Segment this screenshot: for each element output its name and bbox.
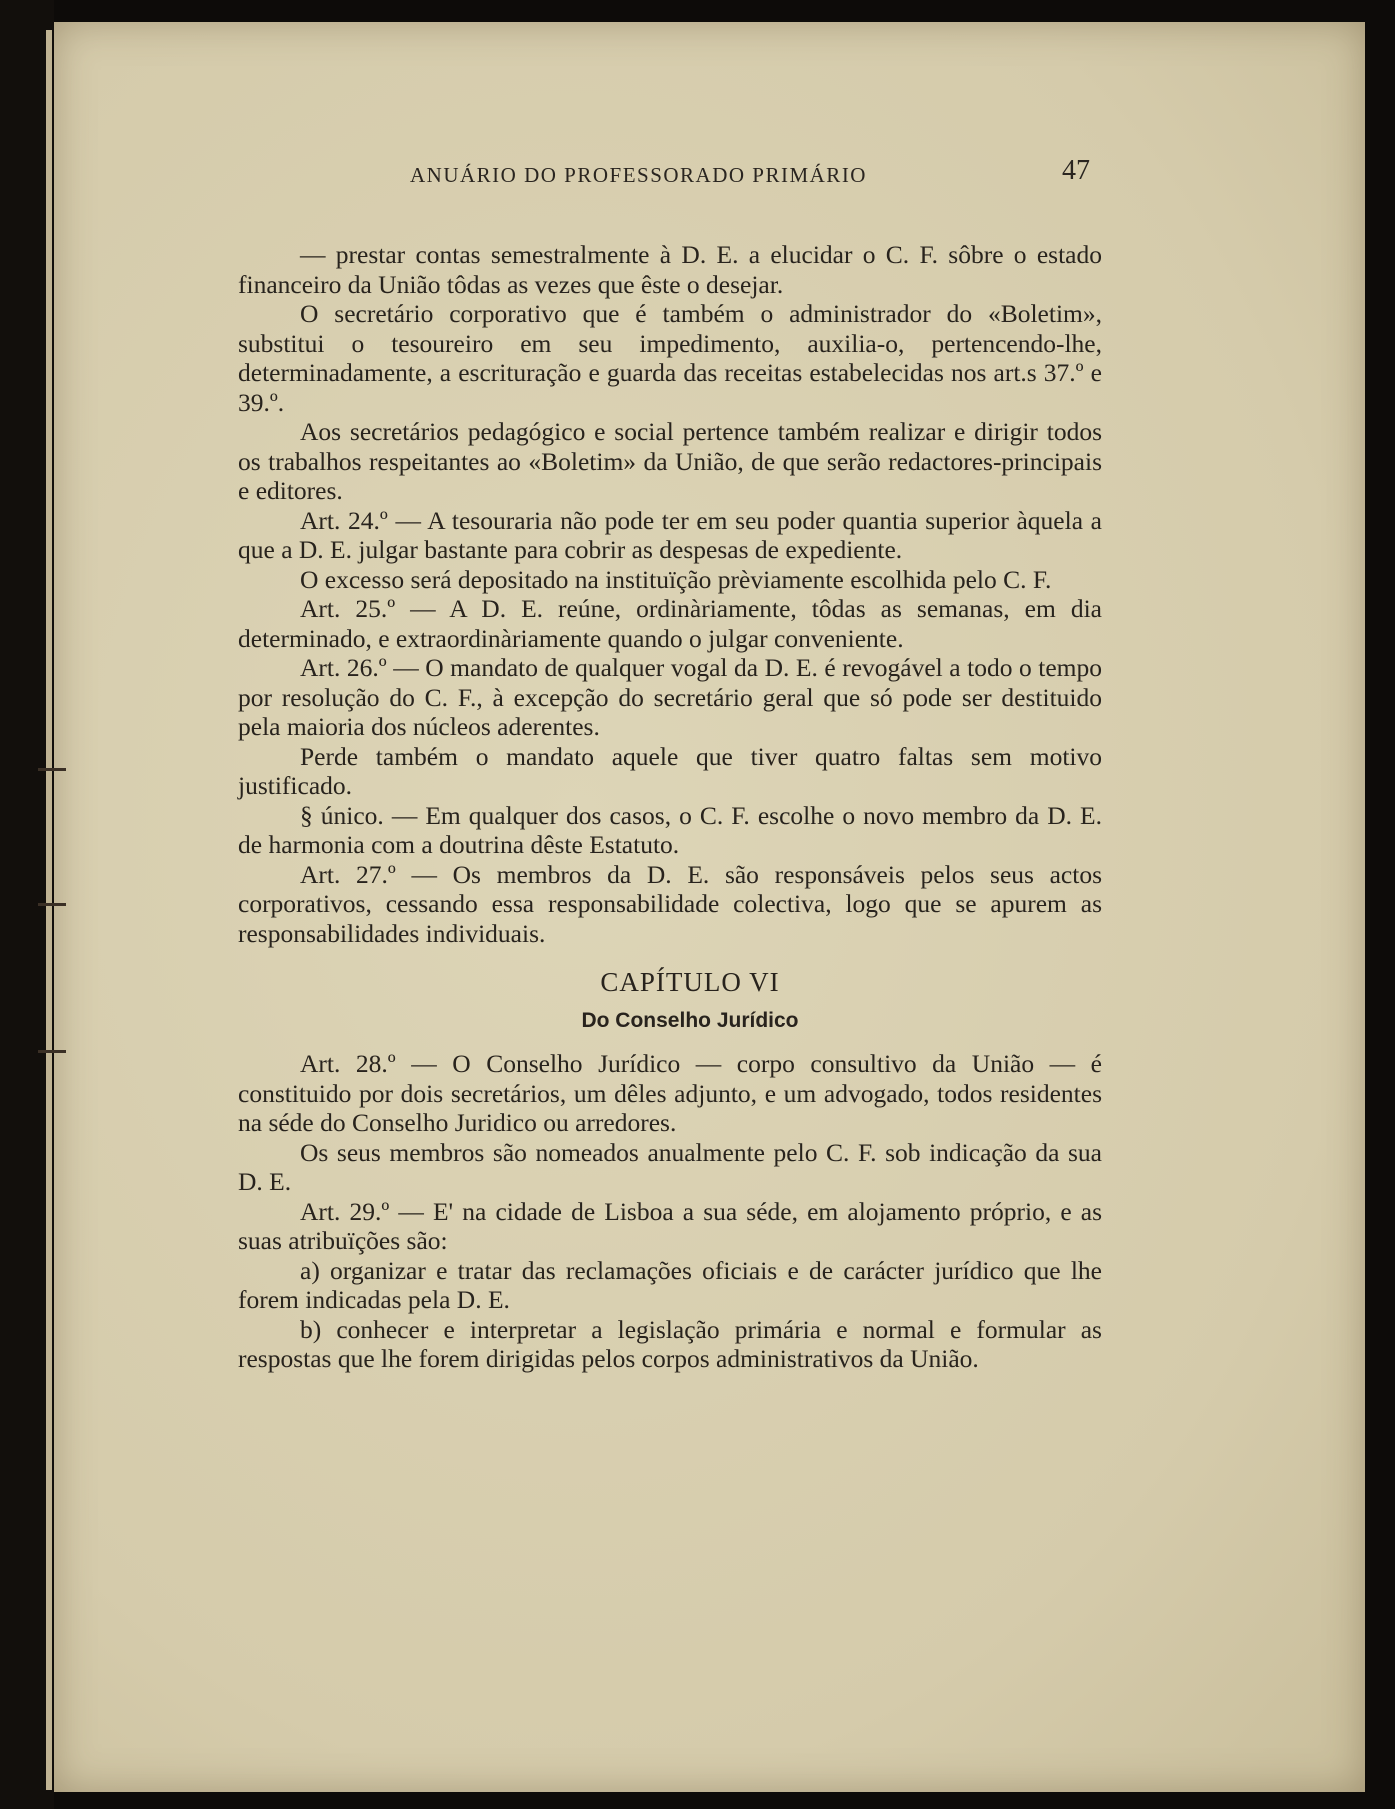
binding-mark (38, 1050, 66, 1053)
page-number: 47 (1062, 155, 1090, 186)
paragraph: Art. 25.º — A D. E. reúne, ordinàriamente, tôdas as semanas, em dia determinado, e extraordinàriamente quando o julgar conveniente. (238, 594, 1102, 653)
body-text (238, 240, 1102, 1374)
paragraph: a) organizar e tratar das reclamações oficiais e de carácter jurídico que lhe forem indicadas pela D. E. (238, 1255, 1102, 1314)
paragraph: O secretário corporativo que é também o administrador do «Boletim», substitui o tesoureiro em seu impedimento, auxilia-o, pertencendo-lhe, determinadamente, a escrituração e guarda das receitas estabelecidas nos art.s 37.º e 39.º. (238, 299, 1102, 417)
chapter-title: CAPÍTULO VI (600, 967, 780, 997)
paragraph: b) conhecer e interpretar a legislação primária e normal e formular as respostas que lhe forem dirigidas pelos corpos administrativos da União. (238, 1314, 1102, 1373)
section-title: Do Conselho Jurídico (581, 1008, 799, 1032)
paragraph: Art. 29.º — E' na cidade de Lisboa a sua séde, em alojamento próprio, e as suas atribuïções são: (238, 1196, 1102, 1255)
binding-mark (38, 768, 66, 771)
binding-edge (46, 30, 52, 1790)
paragraph: Art. 26.º — O mandato de qualquer vogal da D. E. é revogável a todo o tempo por resolução do C. F., à excepção do secretário geral que só pode ser destituido pela maioria dos núcleos aderentes. (238, 653, 1102, 741)
paragraph: Os seus membros são nomeados anualmente pelo C. F. sob indicação da sua D. E. (238, 1137, 1102, 1196)
paragraph: — prestar contas semestralmente à D. E. a elucidar o C. F. sôbre o estado financeiro da União tôdas as vezes que êste o desejar. (238, 240, 1102, 299)
paragraph: O excesso será depositado na instituïção prèviamente escolhida pelo C. F. (300, 564, 1052, 594)
paragraph: Perde também o mandato aquele que tiver quatro faltas sem motivo justificado. (238, 741, 1102, 800)
binding-mark (38, 903, 66, 906)
running-head: ANUÁRIO DO PROFESSORADO PRIMÁRIO (410, 163, 867, 187)
paragraph: Art. 27.º — Os membros da D. E. são responsáveis pelos seus actos corporativos, cessando essa responsabilidade colectiva, logo que se apurem as responsabilidades individuais. (238, 859, 1102, 948)
paragraph: Aos secretários pedagógico e social pertence também realizar e dirigir todos os trabalhos respeitantes ao «Boletim» da União, de que serão redactores-principais e editores. (238, 417, 1102, 505)
paragraph: Art. 28.º — O Conselho Jurídico — corpo consultivo da União — é constituido por dois secretários, um dêles adjunto, e um advogado, todos residentes na séde do Conselho Juridico ou arredores. (238, 1049, 1102, 1137)
paragraph: § único. — Em qualquer dos casos, o C. F. escolhe o novo membro da D. E. de harmonia com a doutrina dêste Estatuto. (238, 800, 1102, 859)
paragraph: Art. 24.º — A tesouraria não pode ter em seu poder quantia superior àquela a que a D. E. julgar bastante para cobrir as despesas de expediente. (238, 505, 1102, 564)
